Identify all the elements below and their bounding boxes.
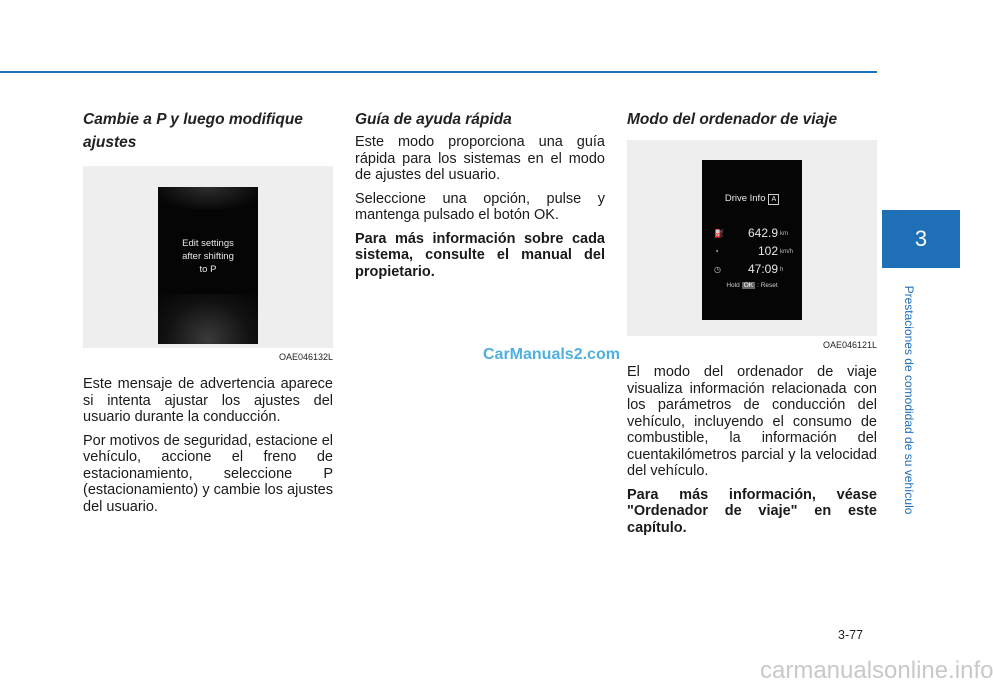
section-heading: Cambie a P y luego modifique ajustes [83, 111, 303, 151]
bold-paragraph: Para más información sobre cada sistema, consulte el manual del propietario. [355, 230, 605, 280]
ok-key: OK [743, 282, 754, 289]
drive-info-title: Drive Info [724, 193, 766, 204]
section-heading: Modo del ordenador de viaje [627, 111, 838, 128]
cluster-figure [83, 166, 333, 348]
screen-message: Edit settings after shifting to P [182, 238, 234, 275]
page-number: 3-77 [838, 628, 864, 642]
paragraph: El modo del ordenador de viaje visualiza información relacionada con los parámetros de conducción del vehículo, incluyendo el consumo de combustible, la información del cuentakilómetros parcial y la velocidad del vehículo. [627, 364, 877, 479]
trip-row-time: ◷ 47:09 h [714, 262, 784, 276]
paragraph: Este modo proporciona una guía rápida para los sistemas en el modo de ajustes del usuario. [355, 134, 605, 183]
header-rule [0, 71, 877, 73]
fuel-icon: ⛽ [714, 229, 724, 238]
chapter-number-tab: 3 [882, 210, 960, 268]
paragraph: Seleccione una opción, pulse y mantenga pulsado el botón OK. [355, 190, 605, 223]
paragraph: Por motivos de seguridad, estacione el vehículo, accione el freno de estacionamiento, seleccione P (estacionamiento) y cambie los ajustes del usuario. [83, 432, 333, 515]
drive-info-screen [702, 160, 802, 320]
chapter-title: Prestaciones de comodidad de su vehículo [902, 285, 916, 515]
trip-row-distance: ⛽ 642.9 km [714, 226, 788, 240]
trip-row-speed: ◔ 102 km/h [714, 244, 794, 258]
auto-badge: A [768, 194, 779, 205]
figure-code: OAE046132L [278, 352, 333, 362]
hold-reset-hint: Hold OK : Reset [726, 282, 778, 289]
column-shift-to-p [83, 108, 333, 522]
figure-code: OAE046121L [822, 340, 877, 350]
bold-paragraph: Para más información, véase "Ordenador de viaje" en este capítulo. [627, 486, 877, 536]
column-quick-help [355, 108, 605, 287]
watermark-link[interactable]: CarManuals2.com [483, 346, 620, 363]
clock-icon: ◷ [714, 265, 721, 274]
column-trip-computer [627, 108, 877, 543]
paragraph: Este mensaje de advertencia aparece si intenta ajustar los ajustes del usuario durante la conducción. [83, 376, 333, 425]
cluster-figure [627, 140, 877, 336]
speed-icon: ◔ [714, 247, 719, 256]
cluster-screen [158, 187, 258, 344]
footer-watermark: carmanualsonline.info [760, 657, 993, 684]
section-heading: Guía de ayuda rápida [355, 111, 512, 128]
